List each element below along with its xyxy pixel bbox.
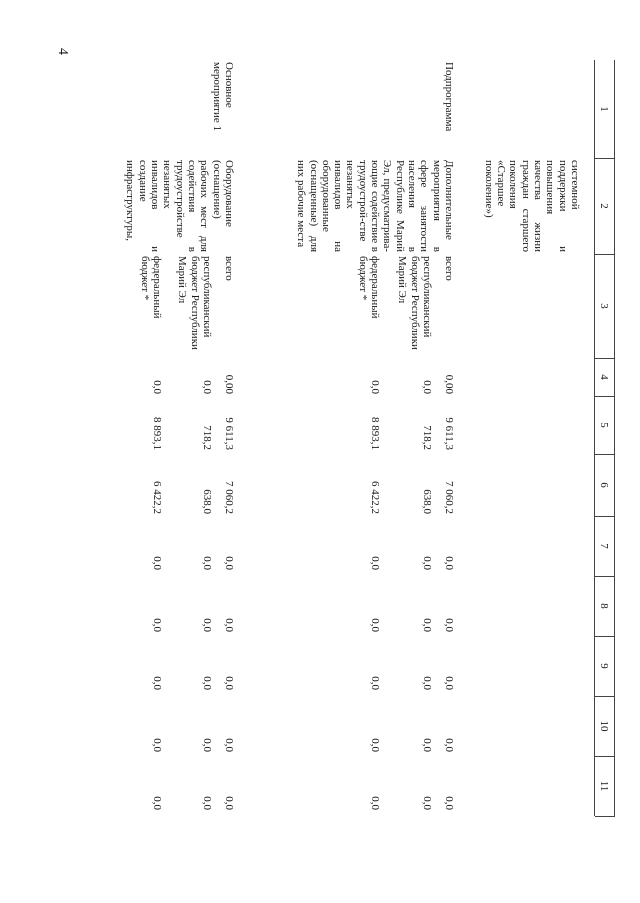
main-activity-source-federal: федеральный бюджет *: [138, 256, 163, 319]
header-separator: [595, 696, 615, 697]
header-col-9: 9: [598, 663, 610, 669]
header-separator: [595, 816, 615, 817]
main-activity-regional-col9: 0,0: [201, 676, 213, 690]
subprogram-regional-col11: 0,0: [421, 796, 433, 810]
header-separator: [595, 636, 615, 637]
header-separator: [595, 158, 615, 159]
subprogram-regional-col6: 638,0: [421, 489, 433, 514]
subprogram-regional-col10: 0,0: [421, 738, 433, 752]
main-activity-regional-col4: 0,0: [201, 380, 213, 394]
main-activity-federal-col5: 8 893,1: [151, 417, 163, 450]
main-activity-federal-col10: 0,0: [151, 738, 163, 752]
continuation-text: системной поддержки и повышения качества жизни граждан старшего поколения «Старшее поколение»): [482, 160, 581, 252]
main-activity-federal-col4: 0,0: [151, 380, 163, 394]
header-top-rule: [614, 60, 615, 816]
budget-table: [125, 60, 615, 820]
header-col-5: 5: [598, 422, 610, 428]
main-activity-source-regional: республиканский бюджет Республики Марий Эл: [176, 256, 213, 350]
main-activity-federal-col8: 0,0: [151, 618, 163, 632]
main-activity-regional-col5: 718,2: [201, 425, 213, 450]
subprogram-source-regional: республиканский бюджет Республики Марий Эл: [396, 256, 433, 350]
main-activity-federal-col9: 0,0: [151, 676, 163, 690]
main-activity-regional-col6: 638,0: [201, 489, 213, 514]
header-separator: [595, 358, 615, 359]
subprogram-total-col7: 0,0: [443, 556, 455, 570]
subprogram-total-col8: 0,0: [443, 618, 455, 632]
header-separator: [595, 756, 615, 757]
subprogram-total-col5: 9 611,3: [443, 417, 455, 450]
subprogram-source-total: всего: [443, 256, 455, 281]
header-col-1: 1: [598, 106, 610, 112]
subprogram-label: Подпрограмма: [443, 62, 455, 132]
main-activity-federal-col7: 0,0: [151, 556, 163, 570]
main-activity-total-col5: 9 611,3: [223, 417, 235, 450]
subprogram-federal-col8: 0,0: [369, 618, 381, 632]
main-activity-regional-col11: 0,0: [201, 796, 213, 810]
subprogram-total-col11: 0,0: [443, 796, 455, 810]
header-col-8: 8: [598, 603, 610, 609]
subprogram-federal-col7: 0,0: [369, 556, 381, 570]
subprogram-total-col6: 7 060,2: [443, 481, 455, 514]
header-bottom-rule: [594, 60, 595, 816]
subprogram-regional-col9: 0,0: [421, 676, 433, 690]
header-col-10: 10: [598, 720, 610, 732]
header-separator: [595, 516, 615, 517]
subprogram-federal-col11: 0,0: [369, 796, 381, 810]
subprogram-source-federal: федеральный бюджет *: [356, 256, 381, 319]
main-activity-label: Основное мероприятие 1: [210, 62, 235, 132]
subprogram-regional-col5: 718,2: [421, 425, 433, 450]
subprogram-total-col4: 0,00: [443, 374, 455, 394]
subprogram-name: Дополнительные мероприятия в сфере занятости населения в Республике Марий Эл, предусматрива-ющие содействие в трудоустрой-стве незанятых инвалидов на оборудованные (оснащенные) для них рабочие места: [295, 160, 455, 252]
main-activity-total-col8: 0,0: [223, 618, 235, 632]
main-activity-federal-col6: 6 422,2: [151, 481, 163, 514]
subprogram-federal-col10: 0,0: [369, 738, 381, 752]
header-separator: [595, 254, 615, 255]
subprogram-regional-col4: 0,0: [421, 380, 433, 394]
subprogram-regional-col8: 0,0: [421, 618, 433, 632]
header-col-4: 4: [598, 374, 610, 380]
subprogram-federal-col5: 8 893,1: [369, 417, 381, 450]
subprogram-regional-col7: 0,0: [421, 556, 433, 570]
header-separator: [595, 454, 615, 455]
main-activity-federal-col11: 0,0: [151, 796, 163, 810]
header-separator: [595, 576, 615, 577]
main-activity-total-col7: 0,0: [223, 556, 235, 570]
subprogram-total-col10: 0,0: [443, 738, 455, 752]
header-col-2: 2: [598, 203, 610, 209]
subprogram-total-col9: 0,0: [443, 676, 455, 690]
main-activity-total-col6: 7 060,2: [223, 481, 235, 514]
subprogram-federal-col4: 0,0: [369, 380, 381, 394]
main-activity-total-col11: 0,0: [223, 796, 235, 810]
header-col-7: 7: [598, 543, 610, 549]
header-col-6: 6: [598, 482, 610, 488]
header-col-3: 3: [598, 303, 610, 309]
main-activity-regional-col8: 0,0: [201, 618, 213, 632]
page-number: 4: [55, 48, 70, 55]
header-col-11: 11: [598, 780, 610, 792]
main-activity-regional-col10: 0,0: [201, 738, 213, 752]
subprogram-federal-col6: 6 422,2: [369, 481, 381, 514]
main-activity-total-col9: 0,0: [223, 676, 235, 690]
main-activity-name: Оборудование (оснащение) рабочих мест для содействия в трудоустройстве незанятых инвалидов и создание инфраструктуры,: [124, 160, 235, 252]
subprogram-federal-col9: 0,0: [369, 676, 381, 690]
main-activity-source-total: всего: [223, 256, 235, 281]
main-activity-total-col10: 0,0: [223, 738, 235, 752]
header-separator: [595, 396, 615, 397]
main-activity-regional-col7: 0,0: [201, 556, 213, 570]
main-activity-total-col4: 0,00: [223, 374, 235, 394]
